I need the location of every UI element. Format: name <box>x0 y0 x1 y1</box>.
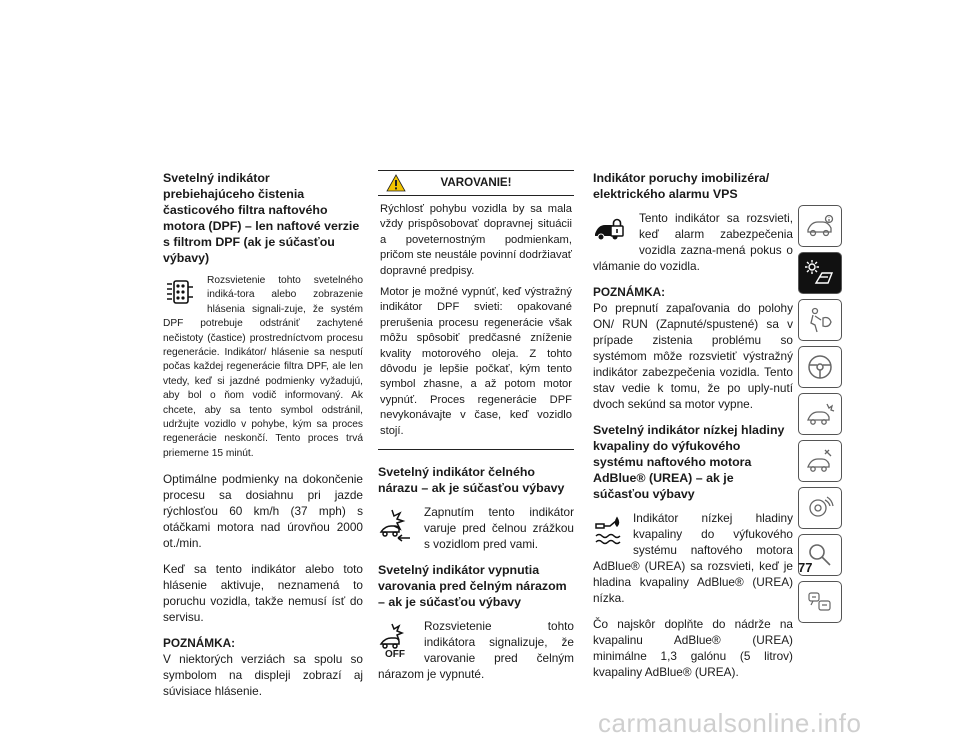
airbag-safety-tab-icon <box>805 306 835 334</box>
warning-triangle-icon <box>386 174 406 196</box>
column-immobilizer <box>593 170 793 690</box>
note-title: POZNÁMKA: <box>593 285 666 299</box>
tab-safety[interactable] <box>798 299 842 341</box>
note-text: V niektorých verziách sa spolu so symbolom na displeji zobrazí aj súvisiace hlásenie. <box>163 652 363 699</box>
warning-box <box>378 170 574 450</box>
car-info-tab-icon <box>805 214 835 238</box>
adblue-low-level-icon <box>593 514 623 546</box>
forward-collision-off-icon <box>378 622 412 660</box>
fcw-off-label: OFF <box>385 649 405 661</box>
adblue-heading: Svetelný indikátor nízkej hladiny kvapaliny do výfukového systému naftového motora AdBlue® (UREA) – ak je súčasťou výbavy <box>593 423 785 501</box>
tab-car-info[interactable] <box>798 205 842 247</box>
dpf-heading: Svetelný indikátor prebiehajúceho čistenia časticového filtra naftového motora (DPF) – len naftové verzie s filtrom DPF (ak je súčasťou výbavy) <box>163 171 360 265</box>
immobilizer-heading: Indikátor poruchy imobilizéra/ elektrického alarmu VPS <box>593 171 770 201</box>
adblue-section <box>593 510 793 616</box>
warning-body <box>378 196 574 449</box>
tab-multimedia[interactable] <box>798 487 842 529</box>
adblue-refill-text: Čo najskôr doplňte do nádrže na kvapalinu AdBlue® (UREA) minimálne 1,3 galónu (5 litrov) kvapaliny AdBlue® (UREA). <box>593 617 793 679</box>
fcw-heading: Svetelný indikátor čelného nárazu – ak je súčasťou výbavy <box>378 465 565 496</box>
forward-collision-icon <box>378 508 412 542</box>
warning-title: VAROVANIE! <box>440 176 512 189</box>
fcw-text: Zapnutím tento indikátor varuje pred čelnou zrážkou s vozidlom pred vami. <box>424 505 574 552</box>
car-crash-tab-icon <box>805 400 835 428</box>
multimedia-tab-icon <box>805 494 835 522</box>
tab-language[interactable] <box>798 581 842 623</box>
adblue-text: Indikátor nízkej hladiny kvapaliny do výfukového systému naftového motora AdBlue® (UREA) sa rozsvieti, keď je hladina kvapaliny AdBlue® (UREA) nízka. <box>593 511 793 605</box>
steering-wheel-tab-icon <box>805 353 835 381</box>
immobilizer-section <box>593 210 793 284</box>
tab-service[interactable] <box>798 440 842 482</box>
dpf-text: Rozsvietenie tohto svetelného indiká-tora alebo zobrazenie hlásenia signali-zuje, že systém DPF potrebuje odstrániť zachytené nečistoty (častice) prostredníctvom procesu regenerácie. Indikátor/ hlásenie sa nesputí počas každej regenerácie filtra DPF, ale len vtedy, keď si jazdné podmienky vyžadujú, aby bol o ňom vodič informovaný. Ak chcete, aby sa tento symbol odstránil, udržujte vozidlo v pohybe, kým sa proces regenerácie neskončí. Tento proces trvá priemerne 15 minút. <box>163 275 363 459</box>
fcw-off-text: Rozsvietenie tohto indikátora signalizuje, že varovanie pred čelným nárazom je vypnuté. <box>378 619 574 682</box>
warning-lights-tab-icon <box>804 259 836 287</box>
tab-warning-lights[interactable] <box>798 252 842 294</box>
warning-header <box>378 171 574 196</box>
tab-emergency[interactable] <box>798 393 842 435</box>
page-number: 77 <box>798 560 813 575</box>
tab-starting-driving[interactable] <box>798 346 842 388</box>
note-text: Po prepnutí zapaľovania do polohy ON/ RUN (Zapnuté/spustené) sa v prípade zistenia problému so systémom môže rozsvietiť výstražný indikátor zabezpečenia vozidla. Tento stav vedie k tomu, že po uply-nutí dvoch sekúnd sa motor vypne. <box>593 301 793 411</box>
car-service-tab-icon <box>805 447 835 475</box>
watermark: carmanualsonline.info <box>598 708 862 738</box>
warning-text-2: Motor je možné vypnúť, keď výstražný indikátor DPF svieti: opakované prerušenia procesu regenerácie však môžu spôsobiť predčasné zníženie kvality motorového oleja. Z tohto dôvodu je lepšie počkať, kým tento symbol zhasne, a až potom motor vypnúť. Proces regenerácie DPF nevykonávajte v čase, keď vozidlo stojí. <box>380 286 572 437</box>
column-dpf <box>163 170 363 709</box>
dpf-no-fault-text: Keď sa tento indikátor alebo toto hlásenie aktivuje, neznamená to poruchu vozidla, takže nemusí ísť do servisu. <box>163 562 363 625</box>
dpf-conditions-text: Optimálne podmienky na dokončenie procesu sa dosiahnu pri jazde rýchlosťou 60 km/h (37 mph) s otáčkami motora nad úrovňou 2000 ot./min. <box>163 472 363 551</box>
fcw-off-section <box>378 618 574 692</box>
fcw-section <box>378 504 574 562</box>
note-title: POZNÁMKA: <box>163 636 236 651</box>
language-tab-icon <box>805 588 835 616</box>
vehicle-security-icon <box>593 214 625 244</box>
warning-text-1: Rýchlosť pohybu vozidla by sa mala vždy prispôsobovať dopravnej situácii a poveternostným podmienkam, pričom ste neustále povinní dodržiavať dopravné predpisy. <box>380 203 573 277</box>
dpf-section <box>163 274 363 471</box>
immobilizer-text: Tento indikátor sa rozsvieti, keď alarm zabezpečenia vozidla zazna-mená pokus o vlámanie do vozidla. <box>593 211 793 273</box>
fcw-off-heading: Svetelný indikátor vypnutia varovania pred čelným nárazom – ak je súčasťou výbavy <box>378 563 567 610</box>
column-warning <box>378 170 574 692</box>
dpf-filter-icon <box>163 278 197 308</box>
